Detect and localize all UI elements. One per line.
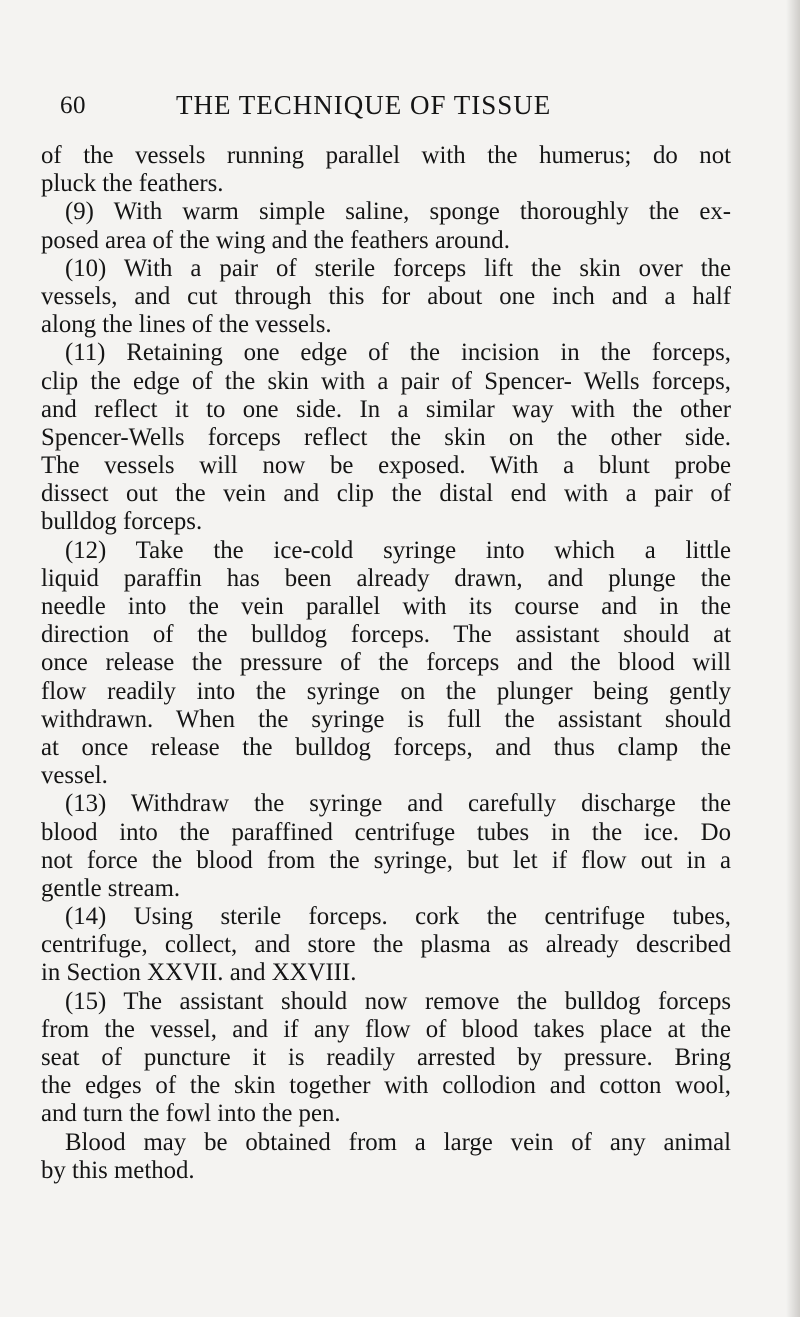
text-line: (11) Retaining one edge of the incision in the forceps,	[65, 339, 731, 367]
text-line: by this method.	[41, 1156, 195, 1184]
text-line: pluck the feathers.	[41, 170, 224, 198]
text-line: at once release the bulldog forceps, and thus clamp the	[41, 733, 731, 761]
text-line: and reflect it to one side. In a similar way with the other	[41, 395, 731, 423]
text-line: Spencer-Wells forceps reflect the skin on the other side.	[41, 423, 731, 451]
text-line: (13) Withdraw the syringe and carefully discharge the	[65, 790, 731, 818]
text-line: direction of the bulldog forceps. The assistant should at	[41, 621, 731, 649]
text-line: clip the edge of the skin with a pair of Spencer- Wells forceps,	[41, 367, 731, 395]
text-line: flow readily into the syringe on the plunger being gently	[41, 677, 731, 705]
page-number: 60	[60, 92, 86, 119]
text-line: Blood may be obtained from a large vein of any animal	[65, 1128, 731, 1156]
text-line: in Section XXVII. and XXVIII.	[41, 959, 357, 987]
text-line: seat of puncture it is readily arrested by pressure. Bring	[41, 1044, 731, 1071]
text-line: bulldog forceps.	[41, 508, 203, 536]
text-line: The vessels will now be exposed. With a blunt probe	[41, 452, 731, 480]
text-line: centrifuge, collect, and store the plasma as already described	[41, 931, 731, 959]
text-line: (10) With a pair of sterile forceps lift the skin over the	[65, 254, 731, 282]
page-header	[60, 88, 740, 128]
page-edge-shadow	[786, 0, 800, 1317]
text-line: needle into the vein parallel with its course and in the	[41, 593, 731, 620]
text-line: from the vessel, and if any flow of blood takes place at the	[41, 1015, 731, 1043]
text-line: withdrawn. When the syringe is full the assistant should	[41, 705, 731, 733]
text-line: vessel.	[41, 762, 108, 790]
text-line: liquid paraffin has been already drawn, and plunge the	[41, 564, 731, 592]
text-line: once release the pressure of the forceps and the blood will	[41, 649, 731, 677]
body-text	[41, 142, 731, 1185]
text-line: blood into the paraffined centrifuge tubes in the ice. Do	[41, 818, 731, 846]
text-line: and turn the fowl into the pen.	[41, 1100, 341, 1128]
text-line: (12) Take the ice-cold syringe into which a little	[65, 536, 731, 564]
text-line: (14) Using sterile forceps. cork the centrifuge tubes,	[65, 903, 731, 931]
text-line: the edges of the skin together with collodion and cotton wool,	[41, 1072, 731, 1100]
running-title: THE TECHNIQUE OF TISSUE	[176, 90, 552, 120]
text-line: gentle stream.	[41, 874, 181, 902]
text-line: along the lines of the vessels.	[41, 311, 332, 339]
text-line: vessels, and cut through this for about one inch and a half	[41, 282, 731, 310]
text-line: posed area of the wing and the feathers around.	[41, 226, 510, 254]
text-line: not force the blood from the syringe, but let if flow out in a	[41, 846, 731, 874]
text-line: dissect out the vein and clip the distal end with a pair of	[41, 480, 731, 508]
text-line: (9) With warm simple saline, sponge thoroughly the ex-	[65, 198, 731, 226]
text-line: of the vessels running parallel with the humerus; do not	[41, 142, 731, 169]
text-line: (15) The assistant should now remove the bulldog forceps	[65, 987, 731, 1015]
